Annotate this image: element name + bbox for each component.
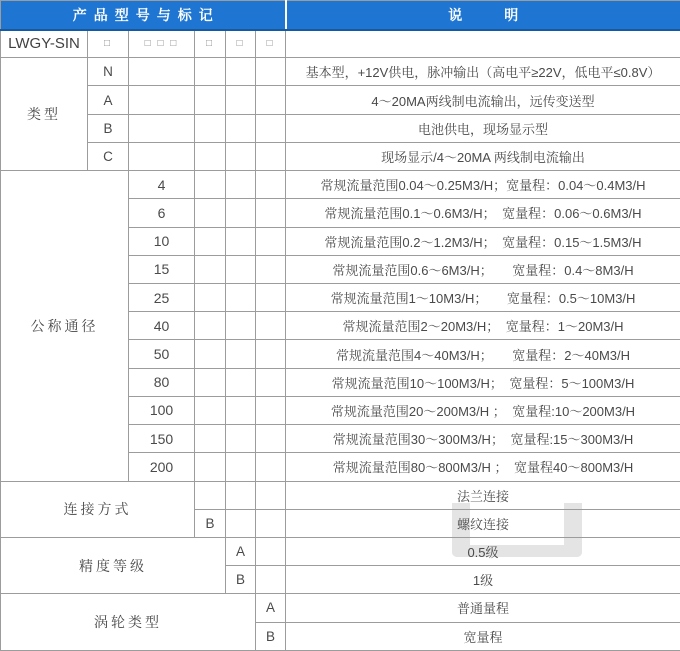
diameter-desc: 常规流量范围30～300M3/H； 宽量程:15～300M3/H xyxy=(286,425,680,453)
diameter-desc: 常规流量范围0.6～6M3/H； 宽量程：0.4～8M3/H xyxy=(286,255,680,283)
accuracy-desc: 0.5级 xyxy=(286,537,680,565)
diameter-desc: 常规流量范围0.2～1.2M3/H； 宽量程：0.15～1.5M3/H xyxy=(286,227,680,255)
diameter-desc: 常规流量范围1～10M3/H； 宽量程：0.5～10M3/H xyxy=(286,283,680,311)
diameter-value: 6 xyxy=(129,199,195,227)
type-code: C xyxy=(88,142,129,170)
type-code: A xyxy=(88,86,129,114)
connection-section-label: 连接方式 xyxy=(1,481,195,537)
diameter-value: 200 xyxy=(129,453,195,481)
diameter-value: 40 xyxy=(129,312,195,340)
connection-box: □ xyxy=(195,30,226,58)
empty-cell xyxy=(286,30,680,58)
header-description: 说明 xyxy=(286,1,680,30)
type-code: B xyxy=(88,114,129,142)
diameter-desc: 常规流量范围10～100M3/H； 宽量程：5～100M3/H xyxy=(286,368,680,396)
turbine-code: A xyxy=(256,594,286,622)
table-row xyxy=(1,114,680,142)
header-row xyxy=(1,1,680,30)
connection-code xyxy=(195,481,226,509)
diameter-desc: 常规流量范围2～20M3/H； 宽量程：1～20M3/H xyxy=(286,312,680,340)
connection-desc: 法兰连接 xyxy=(286,481,680,509)
diameter-value: 4 xyxy=(129,171,195,199)
diameter-value: 150 xyxy=(129,425,195,453)
type-desc: 电池供电，现场显示型 xyxy=(286,114,680,142)
table-row xyxy=(1,171,680,199)
table-row xyxy=(1,594,680,622)
table-row xyxy=(1,142,680,170)
diameter-value: 50 xyxy=(129,340,195,368)
turbine-desc: 宽量程 xyxy=(286,622,680,650)
diameter-value: 10 xyxy=(129,227,195,255)
type-section-label: 类型 xyxy=(1,58,88,171)
turbine-code: B xyxy=(256,622,286,650)
diameter-desc: 常规流量范围20～200M3/H ； 宽量程:10～200M3/H xyxy=(286,396,680,424)
connection-desc: 螺纹连接 xyxy=(286,509,680,537)
diameter-desc: 常规流量范围4～40M3/H； 宽量程：2～40M3/H xyxy=(286,340,680,368)
type-desc: 基本型，+12V供电，脉冲输出（高电平≥22V，低电平≤0.8V） xyxy=(286,58,680,86)
table-row xyxy=(1,58,680,86)
type-desc: 4～20MA两线制电流输出，远传变送型 xyxy=(286,86,680,114)
diameter-value: 15 xyxy=(129,255,195,283)
diameter-value: 80 xyxy=(129,368,195,396)
header-model-marking: 产品型号与标记 xyxy=(1,1,286,30)
model-row xyxy=(1,30,680,58)
model-name: LWGY-SIN xyxy=(1,30,88,58)
accuracy-code: B xyxy=(226,566,256,594)
diameter-desc: 常规流量范围0.04～0.25M3/H；宽量程：0.04～0.4M3/H xyxy=(286,171,680,199)
diameter-boxes: □ □ □ xyxy=(129,30,195,58)
accuracy-section-label: 精度等级 xyxy=(1,537,226,593)
table-row xyxy=(1,86,680,114)
turbine-desc: 普通量程 xyxy=(286,594,680,622)
accuracy-box: □ xyxy=(226,30,256,58)
diameter-section-label: 公称通径 xyxy=(1,171,129,481)
connection-code: B xyxy=(195,509,226,537)
accuracy-code: A xyxy=(226,537,256,565)
type-desc: 现场显示/4～20MA 两线制电流输出 xyxy=(286,142,680,170)
table-row xyxy=(1,537,680,565)
accuracy-desc: 1级 xyxy=(286,566,680,594)
diameter-value: 25 xyxy=(129,283,195,311)
diameter-desc: 常规流量范围80～800M3/H ； 宽量程40～800M3/H xyxy=(286,453,680,481)
table-row xyxy=(1,481,680,509)
diameter-desc: 常规流量范围0.1～0.6M3/H； 宽量程：0.06～0.6M3/H xyxy=(286,199,680,227)
turbine-box: □ xyxy=(256,30,286,58)
diameter-value: 100 xyxy=(129,396,195,424)
turbine-section-label: 涡轮类型 xyxy=(1,594,256,651)
type-code: N xyxy=(88,58,129,86)
type-box: □ xyxy=(88,30,129,58)
